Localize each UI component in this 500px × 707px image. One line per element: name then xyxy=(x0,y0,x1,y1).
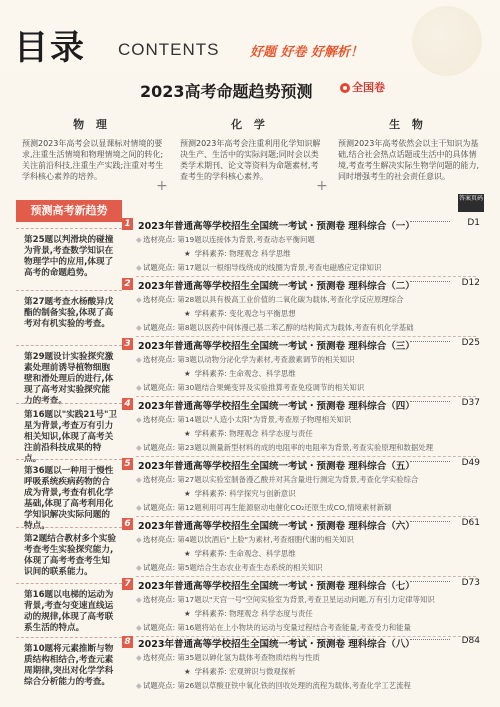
trend-note xyxy=(16,290,122,330)
entry-text: 第16题将站在上小物块的运动与变量过程结合考查能量,考查受力和能量 xyxy=(177,623,411,632)
entry-number-badge: 1 xyxy=(122,218,133,230)
entry-label: 学科素养: xyxy=(194,667,227,676)
toc-entry-4[interactable] xyxy=(122,398,484,458)
trend-sidebar xyxy=(16,200,122,700)
entry-literacy: ★ 学科素养: 物理观念 科学态度与责任 xyxy=(184,429,313,438)
subject-predictions xyxy=(16,110,484,186)
entry-text: 第17题以"天宫一号"空间实验室为背景,考查卫星运动问题,万有引力定律等知识 xyxy=(177,595,435,604)
entry-text: 第4题以饮酒后"上脸"为素材,考查细胞代谢的相关知识 xyxy=(177,535,354,544)
answer-page-badge: 答案页码 xyxy=(458,194,484,212)
entry-label: 学科素养: xyxy=(194,489,227,498)
entry-number-badge: 5 xyxy=(122,458,133,470)
edition-label: 全国卷 xyxy=(352,81,385,94)
subject-text: 预测2023年高考依然会以主干知识为基础,结合社会热点话题或生活中的具体情境,考查考生解决实际生物学问题的能力,同时增强考生的社会责任意识。 xyxy=(338,139,480,181)
entry-label: 学科素养: xyxy=(194,309,227,318)
subject-name: 生 物 xyxy=(389,118,427,131)
entry-material: ◆选材亮点: 第19题以连接体为背景,考查动态平衡问题 xyxy=(136,235,315,244)
entry-text: 第12题利用可再生能源驱动电催化CO₂还原生成CO,情境素材新颖 xyxy=(177,503,392,512)
entry-page[interactable]: D61 xyxy=(461,518,480,528)
entry-number-badge: 4 xyxy=(122,398,133,410)
toc-entry-3[interactable] xyxy=(122,338,484,398)
entry-highlight: ◆试题亮点: 第30题结合果蝇变异及实验推算考查免疫调节的相关知识 xyxy=(136,383,365,392)
toc-entry-5[interactable] xyxy=(122,458,484,518)
toc-entry-1[interactable] xyxy=(122,218,484,278)
entry-label: 试题亮点: xyxy=(143,563,176,572)
divider xyxy=(136,276,476,277)
leader-dots xyxy=(410,581,450,582)
entry-text: 物理观念 科学态度与责任 xyxy=(229,609,313,618)
toc-entry-8[interactable] xyxy=(122,636,484,696)
entry-title[interactable]: 2023年普通高等学校招生全国统一考试・预测卷 理科综合（三） xyxy=(138,341,415,352)
subject-text: 预测2023年高考会注重利用化学知识解决生产、生活中的实际问题;同时会以类类学术期刊、论文等资料为命题素材,考查考生的学科核心素养。 xyxy=(180,139,321,181)
plus-mark-icon: + xyxy=(316,178,328,194)
trend-note xyxy=(16,637,122,688)
entry-text: 宏观辨识与微观探析 xyxy=(229,667,296,676)
entry-label: 试题亮点: xyxy=(143,383,176,392)
entry-label: 选材亮点: xyxy=(143,475,176,484)
entry-label: 试题亮点: xyxy=(143,263,176,272)
trend-note xyxy=(16,345,122,407)
divider xyxy=(136,396,476,397)
entry-text: 第8题以医药中间体漫己基二苯乙醇的结构简式为载体,考查有机化学基础 xyxy=(177,323,414,332)
entry-page[interactable]: D37 xyxy=(461,398,480,408)
trend-note-text: 第27题考查水杨酸异戊酯的制备实验,体现了高考对有机实验的考查。 xyxy=(24,297,114,329)
divider xyxy=(136,576,476,577)
entry-text: 第3题以动物分泌化学为素材,考查激素调节的相关知识 xyxy=(177,355,355,364)
leader-dots xyxy=(410,461,450,462)
entry-text: 生命观念、科学思维 xyxy=(229,369,296,378)
trend-heading: 预测高考新趋势 xyxy=(16,200,122,222)
entry-label: 选材亮点: xyxy=(143,355,176,364)
trend-note xyxy=(16,403,122,465)
entry-number-badge: 8 xyxy=(122,636,133,648)
subject-card-biology xyxy=(332,110,484,186)
entry-page[interactable]: D1 xyxy=(467,218,480,228)
entry-material: ◆选材亮点: 第3题以动物分泌化学为素材,考查激素调节的相关知识 xyxy=(136,355,355,364)
entry-page[interactable]: D25 xyxy=(461,338,480,348)
entry-label: 选材亮点: xyxy=(143,295,176,304)
entry-material: ◆选材亮点: 第17题以"天宫一号"空间实验室为背景,考查卫星运动问题,万有引力定律等知识 xyxy=(136,595,435,604)
trend-note xyxy=(16,583,122,634)
toc-entry-7[interactable] xyxy=(122,578,484,638)
subject-card-physics xyxy=(16,110,168,186)
entry-label: 学科素养: xyxy=(194,369,227,378)
leader-dots xyxy=(410,521,450,522)
entry-label: 学科素养: xyxy=(194,609,227,618)
page-title-en: CONTENTS xyxy=(118,40,220,59)
entry-literacy: ★ 学科素养: 变化观念与平衡思想 xyxy=(184,309,296,318)
slogan: 好题 好卷 好解析！ xyxy=(250,45,364,60)
target-icon xyxy=(340,83,350,93)
entry-text: 科学探究与创新意识 xyxy=(229,489,296,498)
entry-number-badge: 7 xyxy=(122,578,133,590)
entry-label: 试题亮点: xyxy=(143,503,176,512)
trend-note-text: 第16题以电梯的运动为背景,考查匀变速直线运动的规律,体现了高考联系生活的特点。 xyxy=(24,590,114,633)
entry-title[interactable]: 2023年普通高等学校招生全国统一考试・预测卷 理科综合（七） xyxy=(138,581,415,592)
entry-label: 试题亮点: xyxy=(143,681,176,690)
entry-text: 第17题以一根细导线绕成的线圈为背景,考查电磁感应定律知识 xyxy=(177,263,382,272)
decorative-circle xyxy=(412,6,482,76)
divider xyxy=(136,516,476,517)
entry-text: 变化观念与平衡思想 xyxy=(229,309,296,318)
leader-dots xyxy=(410,221,450,222)
entry-label: 选材亮点: xyxy=(143,653,176,662)
entry-label: 试题亮点: xyxy=(143,443,176,452)
entry-highlight: ◆试题亮点: 第5题结合生态农业考查生态系统的相关知识 xyxy=(136,563,323,572)
entry-highlight: ◆试题亮点: 第12题利用可再生能源驱动电催化CO₂还原生成CO,情境素材新颖 xyxy=(136,503,392,512)
entry-title[interactable]: 2023年普通高等学校招生全国统一考试・预测卷 理科综合（二） xyxy=(138,281,415,292)
entry-material: ◆选材亮点: 第14题以"人造小太阳"为背景,考查原子物理相关知识 xyxy=(136,415,352,424)
entry-highlight: ◆试题亮点: 第17题以一根细导线绕成的线圈为背景,考查电磁感应定律知识 xyxy=(136,263,382,272)
entry-title[interactable]: 2023年普通高等学校招生全国统一考试・预测卷 理科综合（六） xyxy=(138,521,415,532)
entry-text: 第26题以草酸亚铁中氧化铁的回收处理的流程为载体,考查化学工艺流程 xyxy=(177,681,411,690)
entry-text: 第28题以具有极高工业价值的二氧化碳为载体,考查化学反应原理综合 xyxy=(177,295,404,304)
entry-text: 第19题以连接体为背景,考查动态平衡问题 xyxy=(177,235,315,244)
entry-text: 第23题以测量新型材料的成的电阻率的电阻率为背景,考查实验原理和数据处理 xyxy=(177,443,434,452)
page-title: 目录 xyxy=(14,28,86,68)
entry-text: 第14题以"人造小太阳"为背景,考查原子物理相关知识 xyxy=(177,415,352,424)
entry-page[interactable]: D12 xyxy=(461,278,480,288)
entry-number-badge: 3 xyxy=(122,338,133,350)
entry-highlight: ◆试题亮点: 第8题以医药中间体漫己基二苯乙醇的结构简式为载体,考查有机化学基础 xyxy=(136,323,414,332)
trend-note-text: 第2题结合教材多个实验考查考生实验探究能力,体现了高考考查考生知识间的联系能力。 xyxy=(24,534,116,577)
entry-number-badge: 2 xyxy=(122,278,133,290)
trend-note xyxy=(16,228,122,279)
trend-note xyxy=(16,527,122,578)
leader-dots xyxy=(410,639,450,640)
entry-page[interactable]: D49 xyxy=(461,458,480,468)
entry-literacy: ★ 学科素养: 生命观念、科学思维 xyxy=(184,549,296,558)
entry-text: 生命观念、科学思维 xyxy=(229,549,296,558)
entry-material: ◆选材亮点: 第28题以具有极高工业价值的二氧化碳为载体,考查化学反应原理综合 xyxy=(136,295,404,304)
entry-label: 试题亮点: xyxy=(143,323,176,332)
entry-title[interactable]: 2023年普通高等学校招生全国统一考试・预测卷 理科综合（四） xyxy=(138,401,415,412)
entry-label: 选材亮点: xyxy=(143,595,176,604)
entry-material: ◆选材亮点: 第35题以砷化氢为载体考查物质结构与性质 xyxy=(136,653,320,662)
entry-text: 第27题以实验室制备漫乙酸并对其含量进行测定为背景,考查化学实验综合 xyxy=(177,475,419,484)
leader-dots xyxy=(410,281,450,282)
entry-number-badge: 6 xyxy=(122,518,133,530)
entry-label: 选材亮点: xyxy=(143,235,176,244)
entry-literacy: ★ 学科素养: 物理观念 科学思维 xyxy=(184,249,291,258)
entry-page[interactable]: D84 xyxy=(461,636,480,646)
entry-material: ◆选材亮点: 第4题以饮酒后"上脸"为素材,考查细胞代谢的相关知识 xyxy=(136,535,354,544)
divider xyxy=(136,456,476,457)
section-title: 2023高考命题趋势预测 xyxy=(140,82,313,101)
entry-material: ◆选材亮点: 第27题以实验室制备漫乙酸并对其含量进行测定为背景,考查化学实验综合 xyxy=(136,475,419,484)
divider xyxy=(136,336,476,337)
trend-note-text: 第16题以"实践21号"卫星为背景,考查万有引力相关知识,体现了高考关注前沿科技成果的特点。 xyxy=(24,410,118,464)
entry-label: 学科素养: xyxy=(194,429,227,438)
entry-page[interactable]: D73 xyxy=(461,578,480,588)
toc-entry-2[interactable] xyxy=(122,278,484,338)
entry-title[interactable]: 2023年普通高等学校招生全国统一考试・预测卷 理科综合（一） xyxy=(138,221,415,232)
entry-label: 选材亮点: xyxy=(143,535,176,544)
entry-label: 选材亮点: xyxy=(143,415,176,424)
entry-literacy: ★ 学科素养: 物理观念 科学态度与责任 xyxy=(184,609,313,618)
trend-note xyxy=(16,459,122,532)
trend-note-text: 第36题以一种用于慢性呼吸系统疾病药物的合成为背景,考查有机化学基础,体现了高考利用化学知识解决实际问题的特点。 xyxy=(24,466,114,531)
trend-note-text: 第29题设计实验探究激素处理前诱导植物细胞壁和滑处理后的进行,体现了高考对实验探究能力的考查。 xyxy=(24,352,114,406)
entry-highlight: ◆试题亮点: 第23题以测量新型材料的成的电阻率的电阻率为背景,考查实验原理和数据处理 xyxy=(136,443,434,452)
entry-highlight: ◆试题亮点: 第26题以草酸亚铁中氧化铁的回收处理的流程为载体,考查化学工艺流程 xyxy=(136,681,411,690)
entry-literacy: ★ 学科素养: 生命观念、科学思维 xyxy=(184,369,296,378)
plus-mark-icon: + xyxy=(156,178,168,194)
entry-text: 第5题结合生态农业考查生态系统的相关知识 xyxy=(177,563,323,572)
subject-name: 化 学 xyxy=(231,118,269,131)
leader-dots xyxy=(410,401,450,402)
subject-name: 物 理 xyxy=(73,118,111,131)
entry-text: 物理观念 科学态度与责任 xyxy=(229,429,313,438)
entry-literacy: ★ 学科素养: 宏观辨识与微观探析 xyxy=(184,667,296,676)
subject-card-chemistry xyxy=(174,110,326,186)
entry-title[interactable]: 2023年普通高等学校招生全国统一考试・预测卷 理科综合（五） xyxy=(138,461,415,472)
entry-text: 第35题以砷化氢为载体考查物质结构与性质 xyxy=(177,653,320,662)
entry-title[interactable]: 2023年普通高等学校招生全国统一考试・预测卷 理科综合（八） xyxy=(138,639,415,650)
entry-text: 第30题结合果蝇变异及实验推算考查免疫调节的相关知识 xyxy=(177,383,365,392)
entry-text: 物理观念 科学思维 xyxy=(229,249,291,258)
trend-note-text: 第10题将元素推断与物质结构相结合,考查元素周期律,突出对化学学科综合分析能力的考查。 xyxy=(24,644,114,687)
entry-label: 学科素养: xyxy=(194,549,227,558)
entry-label: 学科素养: xyxy=(194,249,227,258)
subject-text: 预测2023年高考会以显课标对情境的要求,注重生活情境和物理情境之间的转化;关注前沿科技,注重生产实践;注重对考生学科核心素养的培养。 xyxy=(22,139,164,181)
trend-note-text: 第25题以判滑块的碰撞为背景,考查数学知识在物理学中的应用,体现了高考的命题趋势。 xyxy=(24,235,114,278)
entry-highlight: ◆试题亮点: 第16题将站在上小物块的运动与变量过程结合考查能量,考查受力和能量 xyxy=(136,623,411,632)
contents-list xyxy=(122,208,484,700)
entry-label: 试题亮点: xyxy=(143,623,176,632)
leader-dots xyxy=(410,341,450,342)
toc-entry-6[interactable] xyxy=(122,518,484,578)
entry-literacy: ★ 学科素养: 科学探究与创新意识 xyxy=(184,489,296,498)
